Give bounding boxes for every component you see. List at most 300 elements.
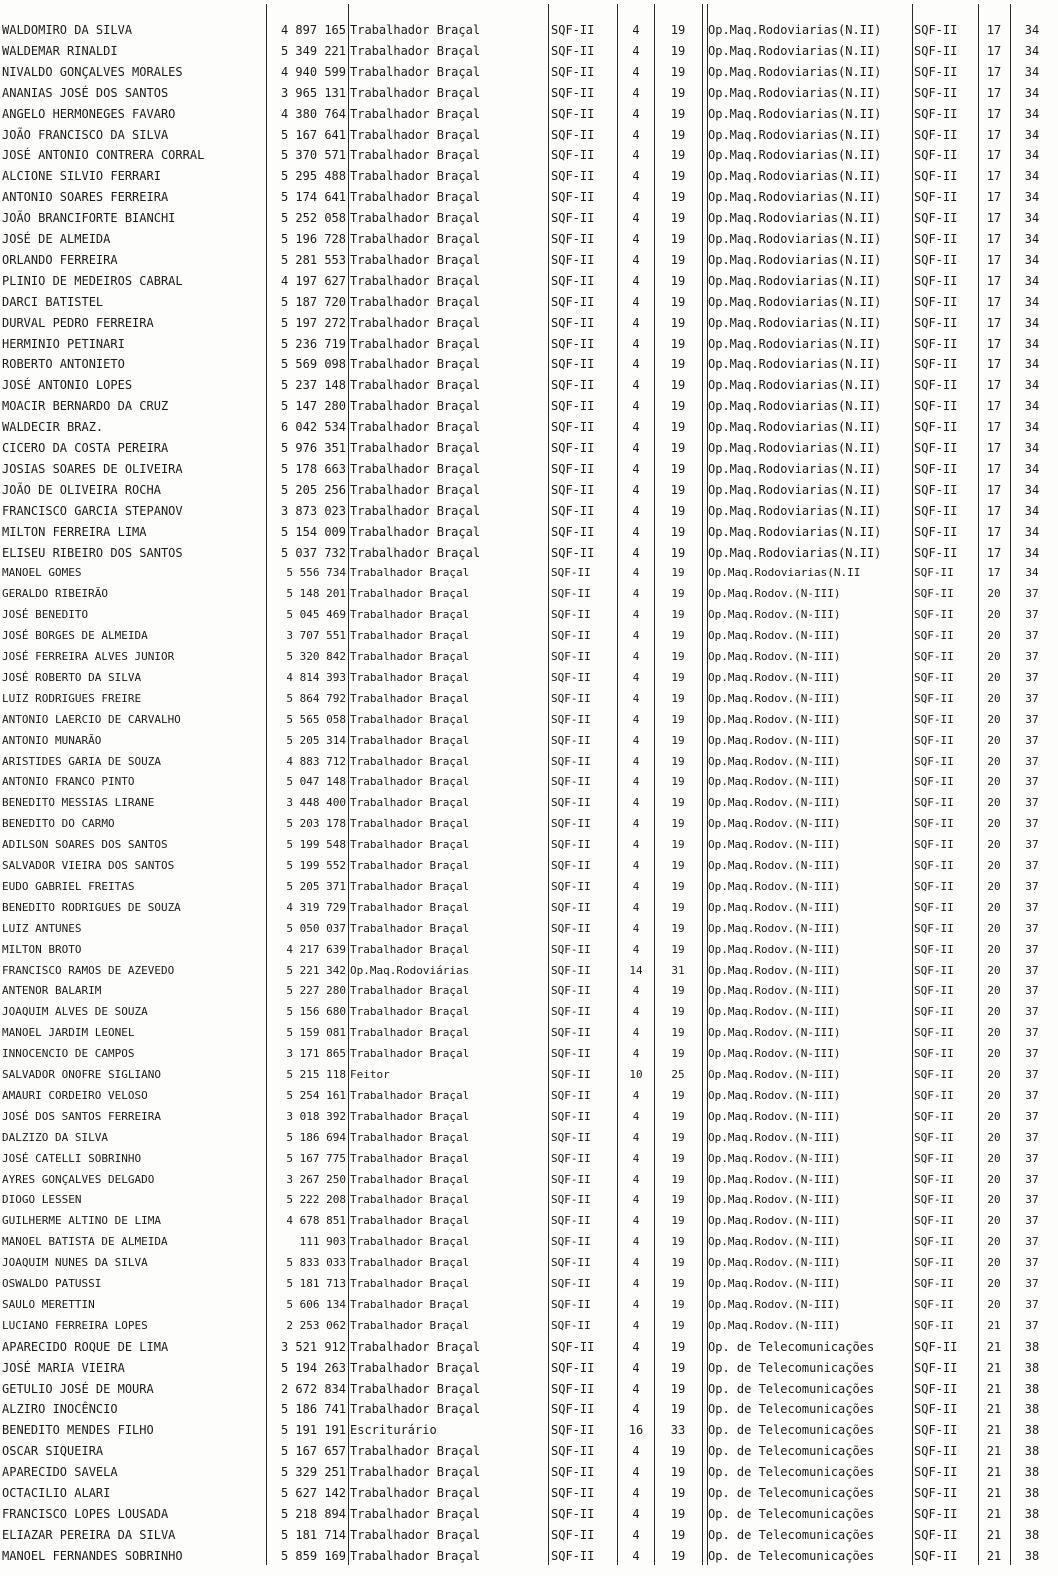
current-grade: 19: [670, 148, 686, 163]
current-position: Trabalhador Braçal: [350, 1214, 470, 1228]
current-grade: 19: [670, 232, 686, 246]
current-reference: 4: [632, 252, 640, 267]
current-table: SQF-II: [551, 273, 595, 288]
current-reference: 4: [632, 1297, 640, 1311]
table-row: [0, 1462, 1058, 1483]
new-position: Op.Maq.Rodoviarias(N.II): [708, 85, 882, 100]
current-reference: 4: [632, 900, 640, 914]
current-reference: 4: [632, 211, 640, 226]
employee-name: DURVAL PEDRO FERREIRA: [2, 315, 154, 330]
new-grade: 37: [1025, 712, 1039, 726]
current-reference: 4: [632, 524, 640, 539]
employee-name: JOSÉ BORGES DE ALMEIDA: [2, 629, 148, 643]
current-grade: 19: [671, 1151, 685, 1165]
new-reference: 17: [986, 461, 1002, 476]
current-table: SQF-II: [551, 461, 595, 476]
current-grade: 19: [671, 1318, 685, 1332]
employee-name: APARECIDO SAVELA: [2, 1465, 118, 1480]
new-table: SQF-II: [914, 1109, 954, 1123]
current-reference: 4: [632, 1277, 640, 1290]
current-position: Trabalhador Braçal: [350, 1130, 470, 1144]
new-reference: 20: [987, 859, 1001, 872]
current-grade: 19: [670, 1548, 686, 1563]
new-grade: 37: [1025, 921, 1039, 935]
current-grade: 19: [670, 1381, 686, 1396]
current-reference: 4: [632, 1402, 640, 1417]
new-reference: 20: [987, 1193, 1001, 1207]
new-position: Op.Maq.Rodoviarias(N.II): [708, 169, 882, 184]
table-row: [0, 1128, 1058, 1149]
employee-name: MANOEL JARDIM LEONEL: [2, 1026, 135, 1040]
new-position: Op.Maq.Rodoviarias(N.II): [708, 23, 882, 37]
new-table: SQF-II: [914, 85, 958, 100]
new-grade: 38: [1024, 1548, 1040, 1563]
current-position: Trabalhador Braçal: [350, 524, 481, 539]
employee-name: WALDECIR BRAZ.: [2, 420, 104, 435]
new-table: SQF-II: [914, 169, 958, 184]
current-position: Trabalhador Braçal: [350, 1151, 470, 1165]
current-table: SQF-II: [551, 503, 595, 518]
new-position: Op.Maq.Rodov.(N-III): [708, 775, 841, 789]
current-table: SQF-II: [551, 127, 595, 142]
current-grade: 19: [670, 1402, 686, 1417]
new-grade: 37: [1025, 796, 1039, 810]
current-grade: 19: [670, 399, 686, 414]
new-table: SQF-II: [914, 817, 954, 831]
new-position: Op.Maq.Rodoviarias(N.II): [708, 148, 882, 163]
new-table: SQF-II: [914, 399, 958, 414]
new-table: SQF-II: [914, 650, 954, 663]
new-position: Op.Maq.Rodov.(N-III): [708, 1297, 841, 1311]
new-grade: 37: [1025, 1297, 1039, 1311]
current-position: Trabalhador Braçal: [350, 1256, 470, 1270]
current-reference: 4: [632, 1486, 640, 1500]
new-position: Op.Maq.Rodov.(N-III): [708, 691, 841, 705]
new-reference: 20: [987, 1109, 1001, 1123]
current-grade: 19: [671, 942, 685, 956]
employee-name: AYRES GONÇALVES DELGADO: [2, 1172, 155, 1186]
current-position: Trabalhador Braçal: [350, 1548, 481, 1563]
new-table: SQF-II: [914, 963, 954, 977]
new-table: SQF-II: [914, 106, 958, 121]
current-reference: 4: [632, 984, 640, 998]
current-table: SQF-II: [551, 650, 591, 663]
new-position: Op.Maq.Rodoviarias(N.II): [708, 461, 882, 476]
current-table: SQF-II: [551, 1214, 591, 1228]
new-table: SQF-II: [914, 921, 954, 935]
new-grade: 37: [1025, 733, 1039, 747]
registration-number: 5 864 792: [286, 691, 346, 705]
current-position: Trabalhador Braçal: [350, 1026, 470, 1040]
new-position: Op.Maq.Rodoviarias(N.II): [708, 106, 882, 121]
current-grade: 19: [670, 1506, 686, 1521]
current-table: SQF-II: [551, 545, 595, 560]
new-reference: 20: [987, 608, 1001, 622]
registration-number: 5 569 098: [280, 357, 346, 372]
employee-name: ADILSON SOARES DOS SANTOS: [2, 838, 168, 852]
new-grade: 38: [1024, 1444, 1040, 1459]
current-position: Trabalhador Braçal: [350, 796, 470, 810]
new-position: Op.Maq.Rodov.(N-III): [708, 1256, 841, 1270]
new-reference: 20: [987, 650, 1001, 663]
new-table: SQF-II: [914, 629, 954, 643]
new-position: Op.Maq.Rodoviarias(N.II): [708, 211, 882, 226]
current-position: Trabalhador Braçal: [350, 1381, 481, 1396]
employee-name: ANTONIO SOARES FERREIRA: [2, 190, 169, 205]
table-row: [0, 710, 1058, 731]
current-position: Trabalhador Braçal: [350, 545, 481, 560]
employee-name: FRANCISCO RAMOS DE AZEVEDO: [2, 963, 175, 977]
new-position: Op.Maq.Rodoviarias(N.II): [708, 273, 882, 288]
new-grade: 34: [1024, 64, 1040, 79]
new-grade: 38: [1024, 1465, 1040, 1480]
new-table: SQF-II: [914, 127, 958, 142]
table-row: [0, 41, 1058, 62]
current-position: Trabalhador Braçal: [350, 1172, 470, 1186]
new-grade: 34: [1024, 127, 1040, 142]
table-row: [0, 752, 1058, 773]
table-row: [0, 1065, 1058, 1086]
registration-number: 5 627 142: [280, 1486, 346, 1500]
current-table: SQF-II: [551, 1548, 595, 1563]
table-row: [0, 563, 1058, 584]
table-row: [0, 1504, 1058, 1525]
new-grade: 34: [1024, 357, 1040, 372]
current-table: SQF-II: [551, 211, 595, 226]
new-table: SQF-II: [914, 378, 958, 393]
current-grade: 19: [670, 441, 686, 455]
new-reference: 17: [986, 23, 1002, 37]
new-position: Op.Maq.Rodov.(N-III): [708, 921, 841, 935]
employee-name: LUCIANO FERREIRA LOPES: [2, 1318, 148, 1332]
current-grade: 19: [671, 879, 685, 893]
new-grade: 34: [1024, 503, 1040, 518]
current-position: Trabalhador Braçal: [350, 441, 481, 455]
current-table: SQF-II: [551, 712, 591, 726]
current-grade: 19: [671, 629, 685, 643]
new-reference: 20: [987, 587, 1001, 601]
current-position: Trabalhador Braçal: [350, 608, 470, 622]
current-grade: 25: [671, 1068, 685, 1081]
registration-number: 5 174 641: [280, 190, 346, 205]
new-table: SQF-II: [914, 670, 954, 684]
new-position: Op.Maq.Rodov.(N-III): [708, 1088, 841, 1102]
current-position: Escriturário: [350, 1423, 437, 1438]
current-grade: 19: [671, 1193, 685, 1207]
current-grade: 19: [670, 169, 686, 184]
registration-number: 5 147 280: [280, 399, 346, 414]
current-table: SQF-II: [551, 587, 591, 601]
new-reference: 20: [987, 629, 1001, 643]
registration-number: 5 178 663: [280, 461, 346, 476]
current-table: SQF-II: [551, 1423, 595, 1438]
new-grade: 37: [1025, 817, 1039, 831]
current-grade: 19: [671, 1297, 685, 1311]
current-grade: 19: [671, 1172, 685, 1186]
table-row: [0, 375, 1058, 396]
current-reference: 4: [632, 315, 640, 330]
registration-number: 4 197 627: [280, 273, 346, 288]
new-reference: 21: [987, 1318, 1001, 1332]
current-table: SQF-II: [551, 252, 595, 267]
new-position: Op.Maq.Rodoviarias(N.II): [708, 545, 882, 560]
registration-number: 5 050 037: [286, 921, 346, 935]
new-reference: 21: [986, 1465, 1002, 1480]
new-grade: 37: [1025, 1088, 1039, 1102]
current-reference: 4: [632, 587, 640, 601]
new-table: SQF-II: [914, 1486, 958, 1500]
current-reference: 16: [628, 1423, 644, 1438]
new-table: SQF-II: [914, 524, 958, 539]
current-table: SQF-II: [551, 629, 591, 643]
new-position: Op.Maq.Rodoviarias(N.II): [708, 315, 882, 330]
current-grade: 19: [671, 1026, 685, 1040]
new-reference: 20: [987, 1172, 1001, 1186]
registration-number: 5 156 680: [286, 1005, 346, 1019]
current-table: SQF-II: [551, 294, 595, 309]
registration-number: 5 181 714: [280, 1527, 346, 1542]
new-table: SQF-II: [914, 1360, 958, 1375]
new-table: SQF-II: [914, 1235, 954, 1249]
registration-number: 5 556 734: [286, 566, 346, 580]
table-row: [0, 605, 1058, 626]
table-row: [0, 584, 1058, 605]
table-row: [0, 459, 1058, 480]
table-row: [0, 647, 1058, 668]
new-reference: 20: [987, 838, 1001, 852]
current-grade: 33: [670, 1423, 686, 1438]
current-reference: 4: [632, 1318, 640, 1332]
current-position: Trabalhador Braçal: [350, 169, 481, 184]
current-reference: 4: [632, 1527, 640, 1542]
current-position: Trabalhador Braçal: [350, 1402, 481, 1417]
current-table: SQF-II: [551, 1339, 595, 1354]
new-reference: 20: [987, 1068, 1001, 1081]
current-reference: 4: [632, 232, 640, 246]
current-reference: 4: [632, 441, 640, 455]
new-position: Op.Maq.Rodov.(N-III): [708, 712, 841, 726]
current-reference: 4: [632, 503, 640, 518]
current-position: Trabalhador Braçal: [350, 252, 481, 267]
employee-name: MANOEL GOMES: [2, 566, 82, 580]
table-row: [0, 522, 1058, 543]
employee-name: ANTENOR BALARIM: [2, 984, 102, 998]
current-position: Trabalhador Braçal: [350, 294, 481, 309]
current-table: SQF-II: [551, 378, 595, 393]
new-reference: 20: [987, 1047, 1001, 1061]
new-position: Op.Maq.Rodoviarias(N.II): [708, 232, 882, 246]
current-reference: 4: [632, 1465, 640, 1480]
new-position: Op.Maq.Rodov.(N-III): [708, 1193, 841, 1207]
current-grade: 19: [671, 608, 685, 622]
registration-number: 5 154 009: [280, 524, 346, 539]
registration-number: 111 903: [299, 1235, 346, 1249]
new-grade: 38: [1024, 1423, 1040, 1438]
employee-name: MANOEL FERNANDES SOBRINHO: [2, 1548, 183, 1563]
employee-name: JOSÉ ANTONIO LOPES: [2, 378, 133, 393]
new-position: Op.Maq.Rodov.(N-III): [708, 1151, 841, 1165]
table-row: [0, 354, 1058, 375]
table-row: [0, 1483, 1058, 1504]
current-position: Trabalhador Braçal: [350, 733, 470, 747]
current-table: SQF-II: [551, 879, 591, 893]
current-table: SQF-II: [551, 106, 595, 121]
current-table: SQF-II: [551, 43, 595, 58]
new-table: SQF-II: [914, 900, 954, 914]
current-reference: 4: [632, 378, 640, 393]
current-table: SQF-II: [551, 524, 595, 539]
registration-number: 5 167 657: [280, 1444, 346, 1459]
current-grade: 19: [670, 336, 686, 351]
new-position: Op.Maq.Rodov.(N-III): [708, 1235, 841, 1249]
current-grade: 19: [670, 106, 686, 121]
new-grade: 38: [1024, 1402, 1040, 1417]
current-table: SQF-II: [551, 1109, 591, 1123]
employee-name: ANTONIO FRANCO PINTO: [2, 775, 135, 789]
table-row: [0, 1044, 1058, 1065]
current-grade: 19: [671, 900, 685, 914]
new-reference: 17: [986, 420, 1002, 435]
registration-number: 4 940 599: [280, 64, 346, 79]
new-grade: 34: [1024, 399, 1040, 414]
current-table: SQF-II: [551, 942, 591, 956]
current-table: SQF-II: [551, 399, 595, 414]
new-grade: 34: [1024, 378, 1040, 393]
current-grade: 19: [671, 817, 685, 831]
new-grade: 34: [1024, 441, 1040, 455]
new-table: SQF-II: [914, 482, 958, 497]
new-reference: 20: [987, 817, 1001, 831]
current-position: Trabalhador Braçal: [350, 420, 481, 435]
new-reference: 17: [987, 566, 1001, 580]
new-reference: 17: [986, 43, 1002, 58]
new-grade: 37: [1025, 629, 1039, 643]
current-position: Trabalhador Braçal: [350, 273, 481, 288]
current-table: SQF-II: [551, 963, 591, 977]
current-reference: 4: [632, 608, 640, 622]
table-row: [0, 689, 1058, 710]
registration-number: 5 186 694: [286, 1130, 346, 1144]
registration-number: 5 199 552: [286, 859, 346, 872]
current-reference: 4: [632, 796, 640, 810]
current-position: Trabalhador Braçal: [350, 503, 481, 518]
employee-name: ARISTIDES GARIA DE SOUZA: [2, 754, 161, 768]
new-grade: 37: [1025, 1256, 1039, 1270]
employee-name: JOSIAS SOARES DE OLIVEIRA: [2, 461, 183, 476]
new-position: Op.Maq.Rodoviarias(N.II): [708, 336, 882, 351]
registration-number: 5 976 351: [280, 441, 346, 455]
current-grade: 31: [671, 963, 685, 977]
current-reference: 4: [632, 190, 640, 205]
new-table: SQF-II: [914, 942, 954, 956]
current-reference: 4: [632, 1088, 640, 1102]
table-row: [0, 668, 1058, 689]
current-position: Trabalhador Braçal: [350, 754, 470, 768]
employee-name: MILTON FERREIRA LIMA: [2, 524, 147, 539]
table-row: [0, 1274, 1058, 1295]
current-grade: 19: [670, 64, 686, 79]
current-position: Trabalhador Braçal: [350, 859, 470, 872]
table-row: [0, 501, 1058, 522]
new-grade: 37: [1025, 963, 1039, 977]
new-table: SQF-II: [914, 1130, 954, 1144]
current-reference: 4: [632, 420, 640, 435]
registration-number: 3 171 865: [286, 1047, 346, 1061]
current-position: Trabalhador Braçal: [350, 399, 481, 414]
current-table: SQF-II: [551, 1402, 595, 1417]
current-table: SQF-II: [551, 775, 591, 789]
current-grade: 19: [671, 1109, 685, 1123]
table-row: [0, 1190, 1058, 1211]
employee-name: SAULO MERETTIN: [2, 1297, 95, 1311]
table-row: [0, 1232, 1058, 1253]
new-position: Op.Maq.Rodoviarias(N.II): [708, 441, 882, 455]
table-row: [0, 396, 1058, 417]
new-reference: 17: [986, 64, 1002, 79]
new-position: Op.Maq.Rodov.(N-III): [708, 796, 841, 810]
new-position: Op.Maq.Rodov.(N-III): [708, 1005, 841, 1019]
current-grade: 19: [670, 1444, 686, 1459]
current-position: Trabalhador Braçal: [350, 650, 470, 663]
current-table: SQF-II: [551, 1486, 595, 1500]
registration-number: 4 814 393: [286, 670, 346, 684]
employee-name: NIVALDO GONÇALVES MORALES: [2, 64, 183, 79]
registration-number: 5 252 058: [280, 211, 346, 226]
employee-name: JOSÉ CATELLI SOBRINHO: [2, 1151, 142, 1165]
employee-name: FRANCISCO GARCIA STEPANOV: [2, 503, 183, 518]
new-table: SQF-II: [914, 23, 958, 37]
employee-name: EUDO GABRIEL FREITAS: [2, 879, 135, 893]
current-table: SQF-II: [551, 85, 595, 100]
new-reference: 17: [986, 85, 1002, 100]
current-reference: 4: [632, 64, 640, 79]
new-grade: 34: [1024, 211, 1040, 226]
new-reference: 17: [986, 211, 1002, 226]
new-table: SQF-II: [914, 1339, 958, 1354]
current-table: SQF-II: [551, 23, 595, 37]
current-table: SQF-II: [551, 1527, 595, 1542]
current-position: Trabalhador Braçal: [350, 566, 470, 580]
new-position: Op.Maq.Rodov.(N-III): [708, 1172, 841, 1186]
new-grade: 37: [1025, 838, 1039, 852]
table-row: [0, 480, 1058, 501]
table-row: [0, 814, 1058, 835]
registration-number: 5 159 081: [286, 1026, 346, 1040]
current-position: Trabalhador Braçal: [350, 64, 481, 79]
registration-number: 5 045 469: [286, 608, 346, 622]
new-grade: 34: [1024, 420, 1040, 435]
registration-number: 3 873 023: [280, 503, 346, 518]
current-position: Trabalhador Braçal: [350, 1005, 470, 1019]
employee-name: OSCAR SIQUEIRA: [2, 1444, 104, 1459]
new-table: SQF-II: [914, 1527, 958, 1542]
registration-number: 5 047 148: [286, 775, 346, 789]
new-reference: 17: [986, 148, 1002, 163]
new-table: SQF-II: [914, 273, 958, 288]
current-reference: 4: [632, 461, 640, 476]
new-grade: 37: [1025, 587, 1039, 601]
registration-number: 5 237 148: [280, 378, 346, 393]
new-grade: 37: [1025, 1277, 1039, 1290]
current-position: Trabalhador Braçal: [350, 670, 470, 684]
current-position: Trabalhador Braçal: [350, 712, 470, 726]
table-row: [0, 313, 1058, 334]
current-reference: 4: [632, 336, 640, 351]
employee-name: ANTONIO LAERCIO DE CARVALHO: [2, 712, 181, 726]
new-reference: 20: [987, 754, 1001, 768]
new-position: Op.Maq.Rodoviarias(N.II): [708, 524, 882, 539]
new-reference: 21: [986, 1402, 1002, 1417]
